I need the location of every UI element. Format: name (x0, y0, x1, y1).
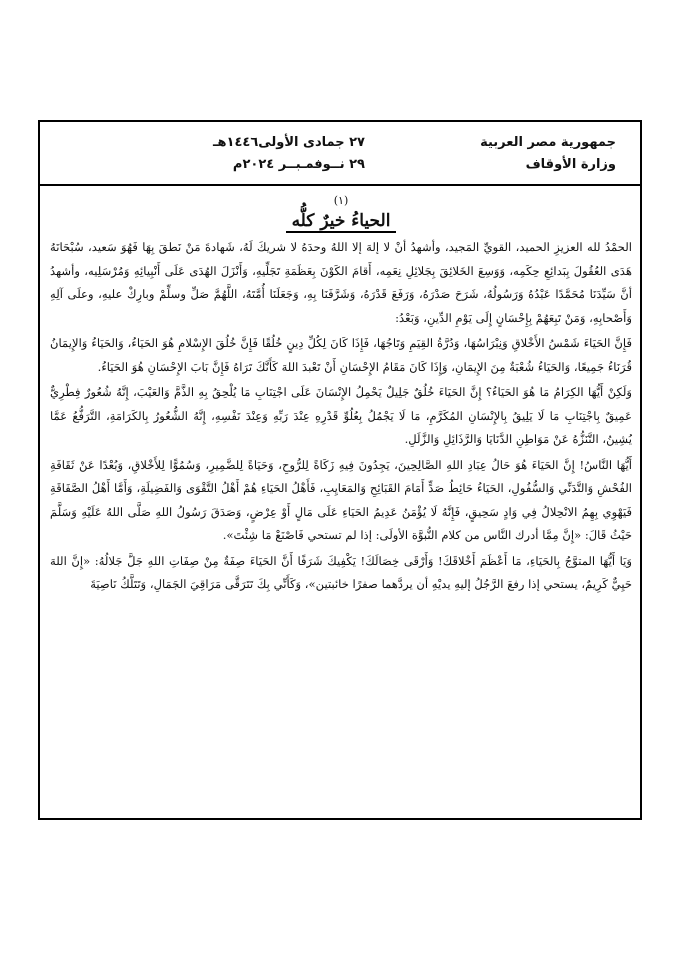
document-frame (38, 120, 642, 820)
paragraph-5: وَيَا أَيُّهَا المتوَّجُ بِالحَيَاءِ، مَا أَعْظَمَ أَخْلاقَكَ! وَأَرْقَى خِصَالَكَ! يَكْفِيكَ شَرَفًا أَنَّ الحَيَاءَ صِفَةٌ مِنْ صِفَاتِ اللهِ جَلَّ جَلالُهُ: «إِنَّ اللهَ حَيِيٌّ كَرِيمٌ، يستحي إذا رفعَ الرَّجُلُ إليهِ يديْهِ أن يردَّهما صفرًا خائبتين»، وَكَأَنِّي بِكَ تَتَرَقَّى مَرَاقِيَ الجَمَالِ، وَتَتَلَّكُ نَاصِيَةَ (50, 553, 632, 591)
header-dates (195, 132, 365, 176)
hijri-date: ٢٧ جمادى الأولى١٤٤٦هـ (213, 135, 365, 150)
document-header (40, 122, 640, 186)
ministry-name: وزارة الأوقاف (525, 157, 616, 172)
header-authority (466, 132, 616, 176)
paragraph-opening: الحمْدُ لله العزيزِ الحميد، القويِّ المَجيد، وأشهدُ أنْ لا إلهَ إلا اللهُ وحدَهُ لا شريكَ لَهُ، شَهادةَ مَنْ نَطقَ بِهَا فَهُوَ سَعيد، سُبْحَانَهُ هَدَى العُقُولَ بِبَدائِعِ حِكَمِه، وَوَسِعَ الخَلائِقَ بِجَلائِلِ نِعَمِه، أَقامَ الكَوْنَ بِعَظَمَةِ تَجَلِّيهِ، وَأَنْزَلَ الهُدَى عَلَى أَنْبِيائِهِ وَمُرْسَلِيه، وأشهدُ أنَّ سَيِّدَنَا مُحَمَّدًا عَبْدُهُ وَرَسُولُهُ، شَرَحَ صَدْرَهُ، وَرَفَعَ قَدْرَهُ، وَشَرَّفَنَا بِهِ، وَجَعَلَنَا أُمَّتَهُ، اللَّهُمَّ صَلِّ وسلِّمْ وبارِكْ عليهِ، وعلَى آلِهِ وَأَصْحابِهِ، وَمَنْ تَبِعَهُمْ بِإِحْسَانٍ إِلَى يَوْمِ الدِّينِ، وَبَعْدُ: (50, 240, 632, 325)
gregorian-date: ٢٩ نــوفمـبــر ٢٠٢٤م (232, 157, 365, 172)
sermon-body (50, 194, 632, 599)
sermon-number: (١) (333, 194, 349, 207)
country-name: جمهورية مصر العربية (480, 135, 616, 150)
sermon-title-text: الحياءُ خيرٌ كلُّه (286, 211, 397, 233)
paragraph-3: وَلَكِنْ أَيُّهَا الكِرَامُ مَا هُوَ الحَيَاءُ؟ إِنَّ الحَيَاءَ خُلُقٌ جَلِيلٌ يَحْمِلُ الإِنْسَانَ عَلَى اجْتِنَابِ مَا يُلْحِقُ بِهِ الذَّمَّ وَالعَيْبَ، إِنَّهُ شُعُورٌ فِطْرِيٌّ عَمِيقٌ بِاجْتِنَابِ مَا لَا يَلِيقُ بِالإِنْسَانِ المُكَرَّمِ، مَا لَا يَجْمُلُ بِعُلُوِّ قَدْرِهِ عِنْدَ رَبِّهِ وَعِنْدَ نَفْسِهِ، إِنَّهُ الشُّعُورُ بِالكَرَامَةِ، التَّرَفُّعُ عَمَّا يُشِينُ، التَّنَزُّهُ عَنْ مَوَاطِنِ الدَّنَايَا وَالرَّذَائِلِ وَالزَّلَلِ. (50, 385, 632, 446)
paragraph-4: أَيُّهَا النَّاسُ! إِنَّ الحَيَاءَ هُوَ حَالُ عِبَادِ اللهِ الصَّالِحِينَ، يَجِدُونَ فِيهِ زَكَاةً لِلرُّوحِ، وَحَيَاةً لِلضَّمِيرِ، وَسُمُوًّا لِلأَخْلاقِ، وَبُعْدًا عَنْ ثَقَافَةِ الفُحْشِ وَالتَّدَنِّي وَالسُّفُولِ، الحَيَاءُ حَائِطُ صَدٍّ أَمَامَ القَبَائِحِ وَالمَعَايِبِ، فَأَهْلُ الحَيَاءِ هُمْ أَهْلُ التَّقْوَى وَالفَضِيلَةِ، وَأَمَّا أَهْلُ الصَّفَاقَةِ فَيَهْوِي بِهِمُ الانْحِلالُ فِي وَادٍ سَحِيقٍ، فَإِنَّهُ لَا يُؤْمَنُ عَدِيمُ الحَيَاءِ عَلَى مَالٍ أَوْ عِرْضٍ، وَصَدَقَ رَسُولُ اللهِ صَلَّى اللهُ عَلَيْهِ وَسَلَّمَ حَيْثُ قَالَ: «إِنَّ مِمَّا أدرك النَّاس من كلام النُّبوَّة الأولَى: إذا لم تستحي فَاصْنَعْ مَا شِئْتَ». (50, 457, 632, 542)
sermon-title (50, 208, 632, 234)
paragraph-2: فَإِنَّ الحَيَاءَ شَمْسُ الأَخْلاقِ وَنِبْرَاسُهَا، وَدُرَّةُ القِيَمِ وَتَاجُهَا، فَإِذَا كَانَ لِكُلِّ دِينٍ خُلُقًا فَإِنَّ خُلُقَ الإِسْلامِ هُوَ الحَيَاءُ، وَالحَيَاءُ وَالإِيمَانُ قُرَنَاءُ جَمِيعًا، وَالحَيَاءُ شُعْبَةٌ مِنَ الإِيمَانِ، وَإِذَا كَانَ مَقَامُ الإِحْسَانِ أَنْ تَعْبدَ اللهَ كَأَنَّكَ تَرَاهُ فَإِنَّ بَابَ الإِحْسَانِ هُوَ الحَيَاءُ. (50, 336, 632, 374)
